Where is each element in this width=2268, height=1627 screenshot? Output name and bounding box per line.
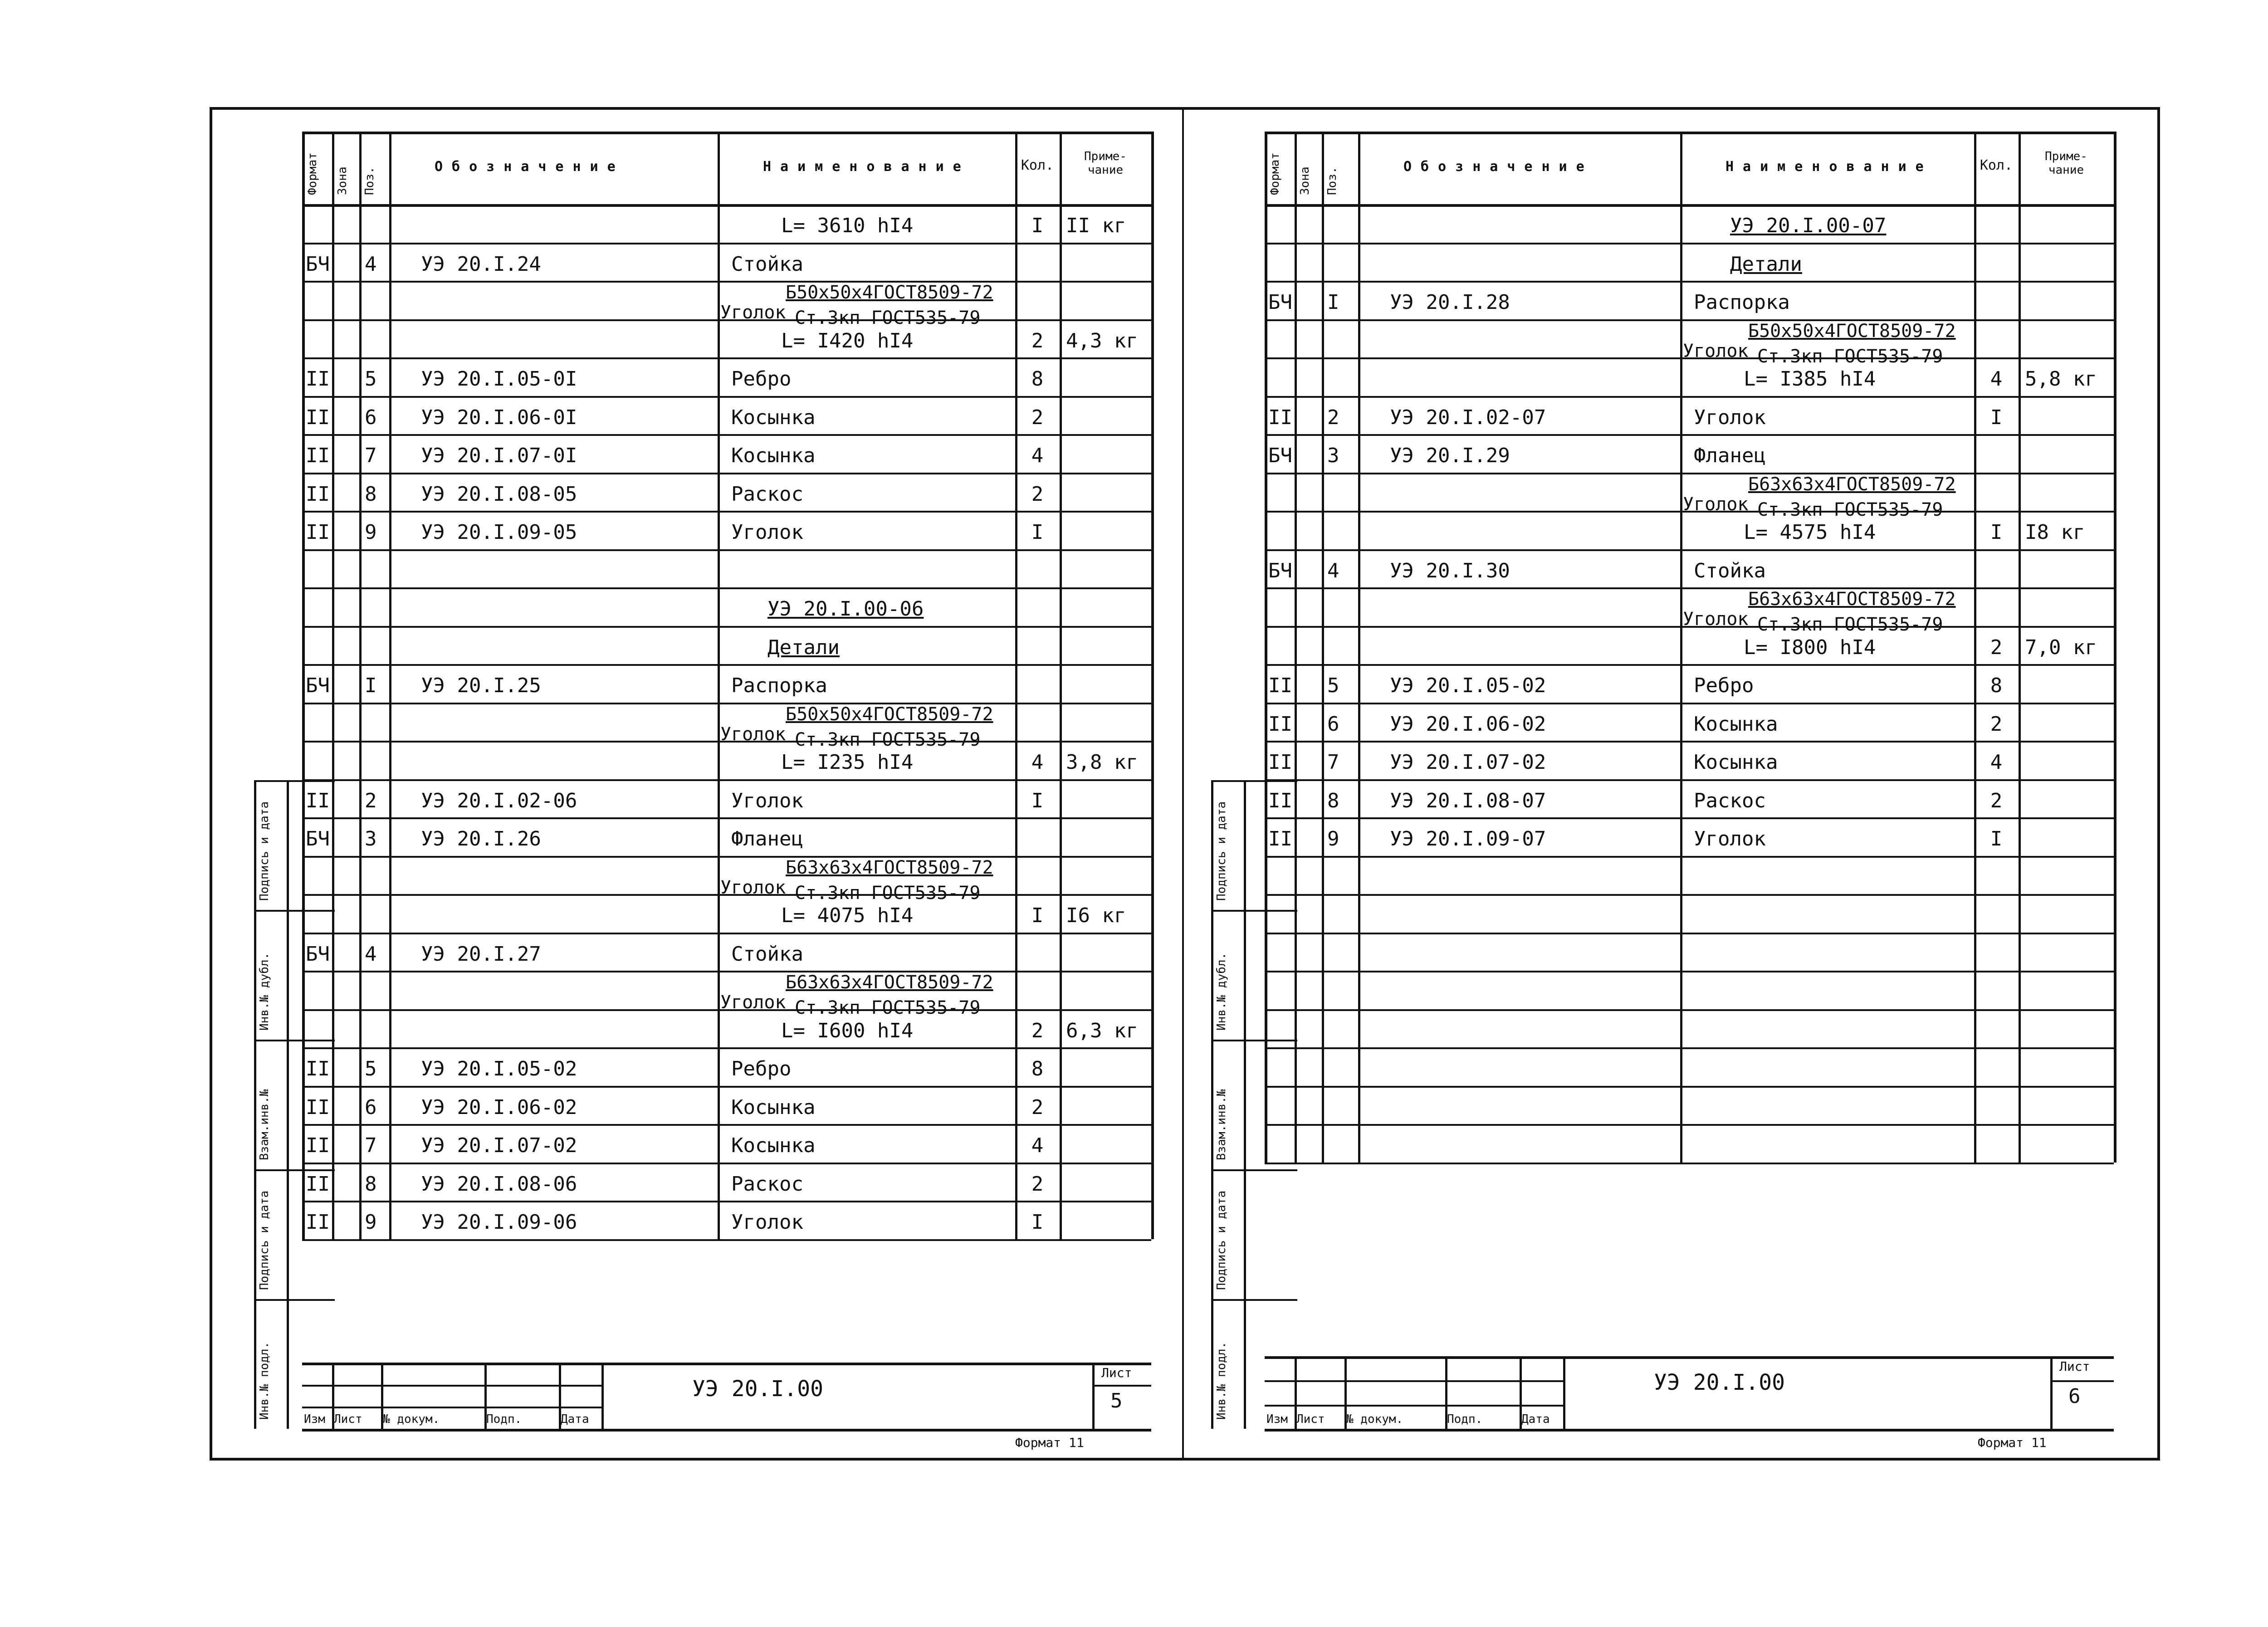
right-row-name: Уголок	[1683, 340, 1749, 362]
right-col-line-1	[1295, 132, 1297, 1163]
right-row-line	[1265, 1086, 2114, 1088]
right-table-top-line	[1265, 132, 2114, 134]
left-row-pos: 7	[365, 444, 377, 468]
right-row-line	[1265, 664, 2114, 666]
left-row-length: L= I420 hI4	[781, 329, 914, 352]
right-row-line	[1265, 1009, 2114, 1011]
right-row-length: L= I385 hI4	[1744, 367, 1876, 391]
left-stamp-top	[302, 1363, 1151, 1365]
left-row-format: БЧ	[306, 674, 330, 698]
left-row-line	[302, 473, 1151, 474]
left-row-length: L= I235 hI4	[781, 751, 914, 774]
right-header-name: Наименование	[1725, 159, 1933, 175]
left-sheet-label: Лист	[1101, 1365, 1132, 1380]
left-col-line-1	[332, 132, 334, 1239]
right-row-profile: Б50х50х4ГОСТ8509-72	[1748, 320, 1956, 342]
left-row-line	[302, 1201, 1151, 1202]
right-side-strip-left	[1211, 780, 1213, 1429]
left-row-name: Уголок	[720, 877, 786, 898]
right-header-format: Формат	[1268, 152, 1282, 195]
left-table-top-line	[302, 132, 1151, 134]
left-row-format: II	[306, 1211, 330, 1234]
right-stamp-label: Лист	[1296, 1412, 1325, 1426]
left-row-format: II	[306, 367, 330, 391]
left-row-format: II	[306, 789, 330, 812]
right-col-line-4	[1680, 132, 1682, 1163]
left-header-designation: Обозначение	[435, 159, 625, 175]
left-col-line-4	[718, 132, 720, 1239]
right-stamp-bottom	[1265, 1429, 2114, 1432]
right-row-format: БЧ	[1268, 559, 1292, 582]
right-row-line	[1265, 549, 2114, 551]
left-row-length: L= I600 hI4	[781, 1019, 914, 1042]
right-row-line	[1265, 1163, 2114, 1164]
left-sheet-divider	[1092, 1385, 1151, 1387]
left-row-name: Ребро	[731, 1057, 792, 1081]
left-sheet-number: 5	[1110, 1389, 1123, 1412]
left-row-qty: 8	[1031, 1057, 1044, 1081]
right-row-note: 5,8 кг	[2025, 367, 2097, 391]
left-header-format: Формат	[306, 152, 319, 195]
right-row-group-title: УЭ 20.I.00-07	[1730, 214, 1887, 238]
right-row-line	[1265, 1047, 2114, 1049]
left-header-name: Наименование	[763, 159, 970, 175]
left-row-designation: УЭ 20.I.06-02	[421, 1095, 577, 1119]
right-row-length: L= 4575 hI4	[1744, 521, 1876, 544]
left-row-pos: 7	[365, 1134, 377, 1158]
left-col-line-6	[1060, 132, 1062, 1239]
right-row-qty: 2	[1990, 789, 2003, 812]
right-row-pos: 7	[1327, 751, 1339, 774]
right-row-material: Ст.3кп ГОСТ535-79	[1757, 346, 1943, 367]
right-row-pos: 8	[1327, 789, 1339, 812]
left-row-designation: УЭ 20.I.27	[421, 942, 541, 966]
left-row-format: II	[306, 1057, 330, 1081]
left-row-line	[302, 664, 1151, 666]
right-row-line	[1265, 779, 2114, 781]
left-side-divider	[254, 1299, 335, 1301]
left-row-name: Раскос	[731, 1172, 803, 1196]
right-row-line	[1265, 473, 2114, 474]
right-side-label: Подпись и дата	[1215, 1190, 1228, 1290]
left-row-designation: УЭ 20.I.26	[421, 827, 541, 851]
right-side-label: Подпись и дата	[1215, 801, 1228, 901]
left-col-line-7	[1151, 132, 1154, 1239]
page-frame	[210, 107, 2160, 1461]
right-row-designation: УЭ 20.I.30	[1390, 559, 1510, 582]
right-row-qty: I	[1990, 521, 2003, 544]
left-side-divider	[254, 910, 335, 912]
left-row-length: L= 3610 hI4	[781, 214, 914, 238]
left-row-line	[302, 1163, 1151, 1164]
right-row-pos: 2	[1327, 406, 1339, 429]
left-row-material: Ст.3кп ГОСТ535-79	[795, 882, 981, 904]
right-row-format: II	[1268, 789, 1292, 812]
right-row-profile: Б63х63х4ГОСТ8509-72	[1748, 474, 1956, 495]
right-row-format: II	[1268, 406, 1292, 429]
left-row-qty: 2	[1031, 1095, 1044, 1119]
right-row-pos: 9	[1327, 827, 1339, 851]
left-row-group-title: УЭ 20.I.00-06	[767, 597, 924, 621]
right-row-format: II	[1268, 827, 1292, 851]
left-row-designation: УЭ 20.I.09-05	[421, 521, 577, 544]
right-stamp-col-5	[2050, 1356, 2053, 1429]
left-row-qty: I	[1031, 214, 1044, 238]
left-col-line-2	[359, 132, 362, 1239]
right-stamp-row-line	[1265, 1405, 1563, 1407]
left-row-designation: УЭ 20.I.07-02	[421, 1134, 577, 1158]
left-row-profile: Б63х63х4ГОСТ8509-72	[786, 972, 993, 993]
right-stamp-label: № докум.	[1346, 1412, 1403, 1426]
right-row-qty: 4	[1990, 367, 2003, 391]
left-stamp-label: Дата	[561, 1412, 589, 1426]
right-row-name: Раскос	[1694, 789, 1766, 812]
right-side-label: Инв.№ дубл.	[1215, 952, 1228, 1031]
left-row-profile: Б50х50х4ГОСТ8509-72	[786, 704, 993, 725]
right-row-qty: 4	[1990, 751, 2003, 774]
left-row-designation: УЭ 20.I.08-06	[421, 1172, 577, 1196]
left-row-pos: 6	[365, 406, 377, 429]
right-stamp-col-4	[1563, 1356, 1565, 1429]
right-row-note: I8 кг	[2025, 521, 2085, 544]
left-row-name: Фланец	[731, 827, 803, 851]
right-row-line	[1265, 1124, 2114, 1126]
left-row-line	[302, 1047, 1151, 1049]
right-row-qty: 8	[1990, 674, 2003, 698]
left-row-qty: 4	[1031, 751, 1044, 774]
left-row-format: БЧ	[306, 942, 330, 966]
right-side-divider	[1211, 910, 1297, 912]
right-row-pos: 4	[1327, 559, 1339, 582]
right-stamp-label: Подп.	[1447, 1412, 1483, 1426]
left-row-material: Ст.3кп ГОСТ535-79	[795, 997, 981, 1019]
left-row-pos: 6	[365, 1095, 377, 1119]
right-row-format: II	[1268, 712, 1292, 736]
left-row-group-title: Детали	[767, 635, 840, 659]
right-stamp-label: Дата	[1521, 1412, 1550, 1426]
left-row-line	[302, 779, 1151, 781]
left-row-designation: УЭ 20.I.07-0I	[421, 444, 577, 468]
left-row-pos: 4	[365, 942, 377, 966]
left-row-line	[302, 1239, 1151, 1241]
right-row-pos: 6	[1327, 712, 1339, 736]
left-side-divider	[254, 780, 335, 782]
left-row-line	[302, 396, 1151, 398]
left-side-strip-left	[254, 780, 256, 1429]
left-row-pos: 5	[365, 1057, 377, 1081]
left-header-qty: Кол.	[1021, 157, 1054, 173]
right-sheet-label: Лист	[2059, 1359, 2090, 1374]
left-stamp-label: Лист	[334, 1412, 362, 1426]
left-row-line	[302, 817, 1151, 819]
left-row-line	[302, 357, 1151, 359]
left-stamp-bottom	[302, 1429, 1151, 1432]
left-row-designation: УЭ 20.I.24	[421, 252, 541, 276]
left-row-qty: I	[1031, 1211, 1044, 1234]
left-header-bottom-line	[302, 204, 1151, 207]
left-side-strip-right	[287, 780, 289, 1429]
left-row-qty: 4	[1031, 1134, 1044, 1158]
left-row-name: Стойка	[731, 942, 803, 966]
right-side-divider	[1211, 1169, 1297, 1171]
left-row-name: Стойка	[731, 252, 803, 276]
left-row-pos: 5	[365, 367, 377, 391]
left-row-line	[302, 281, 1151, 283]
right-row-note: 7,0 кг	[2025, 635, 2097, 659]
right-row-name: Уголок	[1683, 609, 1749, 630]
left-row-name: Косынка	[731, 444, 816, 468]
right-side-label: Инв.№ подл.	[1215, 1341, 1228, 1420]
left-row-qty: 2	[1031, 329, 1044, 352]
left-row-name: Уголок	[731, 521, 803, 544]
right-row-qty: 2	[1990, 635, 2003, 659]
left-row-note: 6,3 кг	[1066, 1019, 1138, 1042]
left-row-qty: 2	[1031, 1172, 1044, 1196]
right-row-designation: УЭ 20.I.28	[1390, 291, 1510, 314]
left-row-note: 4,3 кг	[1066, 329, 1138, 352]
right-row-line	[1265, 971, 2114, 972]
right-sheet-divider	[2050, 1380, 2114, 1382]
left-row-line	[302, 243, 1151, 244]
right-row-line	[1265, 281, 2114, 283]
left-row-pos: 9	[365, 521, 377, 544]
left-stamp-col-5	[1092, 1363, 1095, 1429]
left-row-name: Уголок	[731, 789, 803, 812]
right-header-zone: Зона	[1298, 166, 1312, 195]
left-side-label: Инв.№ дубл.	[258, 952, 271, 1031]
right-row-line	[1265, 741, 2114, 743]
left-row-format: II	[306, 1095, 330, 1119]
left-row-line	[302, 549, 1151, 551]
right-row-name: Косынка	[1694, 751, 1778, 774]
left-row-name: Ребро	[731, 367, 792, 391]
left-row-designation: УЭ 20.I.05-0I	[421, 367, 577, 391]
left-row-pos: 2	[365, 789, 377, 812]
left-row-name: Косынка	[731, 406, 816, 429]
left-row-name: Косынка	[731, 1134, 816, 1158]
left-row-line	[302, 626, 1151, 628]
left-side-label: Подпись и дата	[258, 801, 271, 901]
left-row-length: L= 4075 hI4	[781, 904, 914, 928]
left-row-line	[302, 434, 1151, 436]
left-row-line	[302, 1124, 1151, 1126]
left-row-pos: 8	[365, 1172, 377, 1196]
left-row-designation: УЭ 20.I.06-0I	[421, 406, 577, 429]
left-row-format: II	[306, 444, 330, 468]
right-row-line	[1265, 894, 2114, 896]
left-format-footer: Формат 11	[1015, 1435, 1084, 1450]
left-stamp-col-4	[601, 1363, 604, 1429]
right-row-name: Ребро	[1694, 674, 1754, 698]
left-side-label: Взам.инв.№	[258, 1089, 271, 1160]
left-row-pos: I	[365, 674, 377, 698]
left-row-designation: УЭ 20.I.02-06	[421, 789, 577, 812]
right-side-label: Взам.инв.№	[1215, 1089, 1228, 1160]
right-header-designation: Обозначение	[1403, 159, 1593, 175]
left-stamp-title: УЭ 20.I.00	[692, 1376, 823, 1402]
right-header-note: Приме- чание	[2045, 150, 2087, 177]
right-row-profile: Б63х63х4ГОСТ8509-72	[1748, 589, 1956, 610]
left-row-name: Уголок	[720, 723, 786, 745]
left-row-pos: 3	[365, 827, 377, 851]
right-side-divider	[1211, 1299, 1297, 1301]
right-row-designation: УЭ 20.I.02-07	[1390, 406, 1546, 429]
center-fold-line	[1182, 107, 1184, 1461]
left-row-qty: 2	[1031, 1019, 1044, 1042]
left-row-qty: 4	[1031, 444, 1044, 468]
left-row-qty: I	[1031, 789, 1044, 812]
right-row-line	[1265, 243, 2114, 244]
left-row-line	[302, 703, 1151, 704]
left-row-qty: I	[1031, 904, 1044, 928]
right-row-name: Фланец	[1694, 444, 1766, 468]
right-row-format: II	[1268, 751, 1292, 774]
right-row-name: Уголок	[1694, 406, 1766, 429]
left-row-format: II	[306, 406, 330, 429]
left-row-profile: Б63х63х4ГОСТ8509-72	[786, 857, 993, 878]
left-row-name: Уголок	[720, 302, 786, 323]
left-row-name: Раскос	[731, 482, 803, 506]
left-row-line	[302, 511, 1151, 513]
right-header-pos: Поз.	[1325, 166, 1339, 195]
right-header-qty: Кол.	[1980, 157, 2013, 173]
right-row-line	[1265, 396, 2114, 398]
left-side-divider	[254, 1040, 335, 1041]
right-side-divider	[1211, 780, 1297, 782]
right-row-line	[1265, 703, 2114, 704]
left-row-name: Уголок	[731, 1211, 803, 1234]
right-row-name: Уголок	[1683, 493, 1749, 515]
left-stamp-row-line	[302, 1385, 601, 1387]
left-row-line	[302, 587, 1151, 589]
right-stamp-title: УЭ 20.I.00	[1654, 1370, 1785, 1395]
left-row-line	[302, 856, 1151, 858]
right-row-line	[1265, 319, 2114, 321]
right-row-name: Стойка	[1694, 559, 1766, 582]
right-row-material: Ст.3кп ГОСТ535-79	[1757, 499, 1943, 520]
right-col-line-6	[2019, 132, 2021, 1163]
right-row-designation: УЭ 20.I.06-02	[1390, 712, 1546, 736]
right-row-designation: УЭ 20.I.09-07	[1390, 827, 1546, 851]
right-row-group-title: Детали	[1730, 252, 1802, 276]
left-side-label: Инв.№ подл.	[258, 1341, 271, 1420]
right-stamp-top	[1265, 1356, 2114, 1359]
left-row-note: 3,8 кг	[1066, 751, 1138, 774]
right-side-strip-right	[1244, 780, 1246, 1429]
left-row-pos: 4	[365, 252, 377, 276]
right-row-name: Уголок	[1694, 827, 1766, 851]
left-row-name: Уголок	[720, 992, 786, 1013]
left-row-designation: УЭ 20.I.08-05	[421, 482, 577, 506]
left-col-line-0	[302, 132, 305, 1239]
left-row-format: II	[306, 521, 330, 544]
right-header-bottom-line	[1265, 204, 2114, 207]
left-row-designation: УЭ 20.I.05-02	[421, 1057, 577, 1081]
left-row-material: Ст.3кп ГОСТ535-79	[795, 308, 981, 329]
right-row-format: БЧ	[1268, 291, 1292, 314]
right-row-designation: УЭ 20.I.05-02	[1390, 674, 1546, 698]
left-stamp-label: Изм	[304, 1412, 325, 1426]
right-row-length: L= I800 hI4	[1744, 635, 1876, 659]
left-header-pos: Поз.	[363, 166, 376, 195]
right-sheet-number: 6	[2068, 1385, 2081, 1408]
right-row-line	[1265, 434, 2114, 436]
left-row-designation: УЭ 20.I.09-06	[421, 1211, 577, 1234]
left-row-name: Распорка	[731, 674, 827, 698]
left-row-line	[302, 971, 1151, 972]
left-stamp-label: Подп.	[486, 1412, 522, 1426]
right-row-line	[1265, 817, 2114, 819]
right-row-qty: I	[1990, 827, 2003, 851]
right-row-name: Распорка	[1694, 291, 1790, 314]
right-row-qty: 2	[1990, 712, 2003, 736]
left-header-zone: Зона	[336, 166, 349, 195]
left-row-note: I6 кг	[1066, 904, 1126, 928]
left-row-profile: Б50х50х4ГОСТ8509-72	[786, 282, 993, 303]
left-row-format: БЧ	[306, 252, 330, 276]
right-row-material: Ст.3кп ГОСТ535-79	[1757, 614, 1943, 635]
right-stamp-row-line	[1265, 1380, 1563, 1382]
left-stamp-row-line	[302, 1407, 601, 1408]
left-row-format: БЧ	[306, 827, 330, 851]
left-row-qty: 2	[1031, 482, 1044, 506]
right-row-pos: I	[1327, 291, 1339, 314]
right-col-line-0	[1265, 132, 1267, 1163]
right-col-line-3	[1358, 132, 1360, 1163]
right-row-line	[1265, 856, 2114, 858]
right-col-line-7	[2114, 132, 2116, 1163]
left-row-format: II	[306, 1134, 330, 1158]
right-side-divider	[1211, 1040, 1297, 1041]
right-row-designation: УЭ 20.I.07-02	[1390, 751, 1546, 774]
left-header-note: Приме- чание	[1084, 150, 1127, 177]
right-row-pos: 3	[1327, 444, 1339, 468]
left-row-qty: 8	[1031, 367, 1044, 391]
left-row-qty: I	[1031, 521, 1044, 544]
right-col-line-2	[1322, 132, 1324, 1163]
right-row-line	[1265, 933, 2114, 934]
left-row-line	[302, 933, 1151, 934]
left-row-material: Ст.3кп ГОСТ535-79	[795, 729, 981, 750]
right-row-qty: I	[1990, 406, 2003, 429]
right-row-designation: УЭ 20.I.29	[1390, 444, 1510, 468]
left-row-pos: 9	[365, 1211, 377, 1234]
right-row-designation: УЭ 20.I.08-07	[1390, 789, 1546, 812]
right-row-name: Косынка	[1694, 712, 1778, 736]
left-side-label: Подпись и дата	[258, 1190, 271, 1290]
left-row-note: II кг	[1066, 214, 1126, 238]
right-row-format: II	[1268, 674, 1292, 698]
left-row-qty: 2	[1031, 406, 1044, 429]
right-row-line	[1265, 587, 2114, 589]
right-row-pos: 5	[1327, 674, 1339, 698]
left-side-divider	[254, 1169, 335, 1171]
left-col-line-3	[389, 132, 391, 1239]
left-row-format: II	[306, 482, 330, 506]
left-row-pos: 8	[365, 482, 377, 506]
left-row-designation: УЭ 20.I.25	[421, 674, 541, 698]
left-row-name: Косынка	[731, 1095, 816, 1119]
right-stamp-label: Изм	[1266, 1412, 1288, 1426]
left-stamp-label: № докум.	[383, 1412, 440, 1426]
left-row-line	[302, 1086, 1151, 1088]
right-format-footer: Формат 11	[1978, 1435, 2047, 1450]
right-row-format: БЧ	[1268, 444, 1292, 468]
left-row-format: II	[306, 1172, 330, 1196]
